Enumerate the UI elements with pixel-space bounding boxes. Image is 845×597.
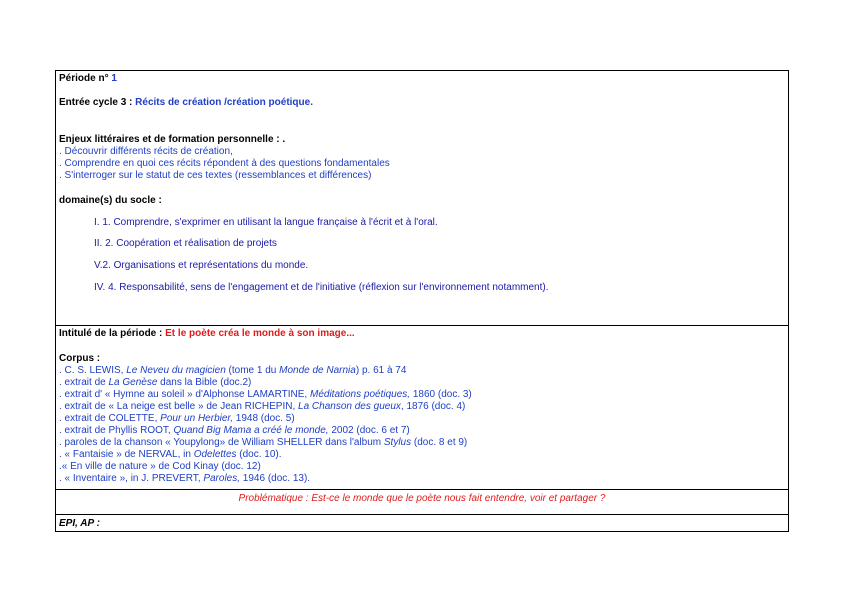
corpus-item-part: ) p. 61 à 74 xyxy=(355,365,407,376)
corpus-item-part: . « Fantaisie » de NERVAL, in xyxy=(59,449,194,460)
corpus-item-part: Le Neveu du magicien xyxy=(126,365,226,376)
corpus-item-part: La Genèse xyxy=(108,377,158,388)
epi-label: EPI, AP : xyxy=(59,518,100,529)
corpus-item xyxy=(59,413,295,425)
corpus-item-part: 1860 (doc. 3) xyxy=(410,389,472,400)
enjeux-label: Enjeux littéraires et de formation personnelle : xyxy=(59,134,280,145)
document-table xyxy=(55,70,789,532)
corpus-item-part: Stylus xyxy=(383,437,412,448)
corpus-item-part: . extrait d' « Hymne au soleil » d'Alphonse LAMARTINE, xyxy=(59,389,310,400)
corpus-item-part: dans la Bible (doc.2) xyxy=(157,377,252,388)
enjeux-suffix: . xyxy=(279,134,286,145)
corpus-item-part: (doc. 10). xyxy=(236,449,282,460)
row-divider xyxy=(56,514,788,515)
entree-value: Récits de création /création poétique. xyxy=(135,97,313,108)
corpus-item-part: . paroles de la chanson « Youpylong» de William SHELLER dans l'album xyxy=(59,437,384,448)
corpus-item xyxy=(59,425,410,437)
corpus-item-part: La Chanson des gueux xyxy=(298,401,401,412)
corpus-item-part: .« En ville de nature » de Cod Kinay (doc. 12) xyxy=(59,461,261,472)
corpus-item-part: (doc. 8 et 9) xyxy=(411,437,468,448)
corpus-item xyxy=(59,473,310,485)
periode-label: Période n° xyxy=(59,73,109,84)
corpus-item-part: Odelettes xyxy=(193,449,237,460)
corpus-item-part: Pour un Herbier, xyxy=(160,413,233,424)
corpus-item-part: . extrait de Phyllis ROOT, xyxy=(59,425,174,436)
periode-value: 1 xyxy=(111,73,117,84)
enjeux-item: . Découvrir différents récits de création, xyxy=(59,146,233,157)
row-divider xyxy=(56,489,788,490)
socle-item: II. 2. Coopération et réalisation de projets xyxy=(94,238,277,249)
corpus-item xyxy=(59,365,406,377)
intitule-value: Et le poète créa le monde à son image... xyxy=(165,328,355,339)
socle-item: I. 1. Comprendre, s'exprimer en utilisant la langue française à l'écrit et à l'oral. xyxy=(94,217,438,228)
corpus-item xyxy=(59,377,251,389)
corpus-item xyxy=(59,401,465,413)
corpus-item-part: Monde de Narnia xyxy=(279,365,356,376)
corpus-item-part: Quand Big Mama a créé le monde, xyxy=(173,425,329,436)
intitule-label: Intitulé de la période : xyxy=(59,328,163,339)
problematique-text: Problématique : Est-ce le monde que le poète nous fait entendre, voir et partager ? xyxy=(238,493,606,504)
corpus-item-part: 1948 (doc. 5) xyxy=(232,413,295,424)
entree-label: Entrée cycle 3 : xyxy=(59,97,133,108)
socle-heading: domaine(s) du socle : xyxy=(59,195,162,206)
socle-item: V.2. Organisations et représentations du monde. xyxy=(94,260,309,271)
intitule-line xyxy=(59,328,355,340)
corpus-item-part: . extrait de « La neige est belle » de Jean RICHEPIN, xyxy=(59,401,299,412)
corpus-item xyxy=(59,389,472,401)
corpus-item-part: Paroles, xyxy=(203,473,241,484)
corpus-item-part: . extrait de xyxy=(59,377,109,388)
corpus-item-part: , 1876 (doc. 4) xyxy=(400,401,466,412)
corpus-item-part: . C. S. LEWIS, xyxy=(59,365,127,376)
corpus-heading: Corpus : xyxy=(59,353,101,364)
corpus-item xyxy=(59,437,467,449)
socle-item: IV. 4. Responsabilité, sens de l'engagement et de l'initiative (réflexion sur l'environnement notamment). xyxy=(94,282,549,293)
entree-line xyxy=(59,97,313,109)
enjeux-heading xyxy=(59,134,285,146)
corpus-item-part: 2002 (doc. 6 et 7) xyxy=(328,425,410,436)
corpus-item-part: (tome 1 du xyxy=(225,365,280,376)
problematique xyxy=(56,493,788,505)
enjeux-item: . Comprendre en quoi ces récits répondent à des questions fondamentales xyxy=(59,158,390,169)
enjeux-item: . S'interroger sur le statut de ces textes (ressemblances et différences) xyxy=(59,170,372,181)
corpus-item xyxy=(59,461,261,473)
corpus-item xyxy=(59,449,282,461)
corpus-item-part: Méditations poétiques, xyxy=(309,389,411,400)
row-divider xyxy=(56,325,788,326)
epi-line xyxy=(59,518,100,530)
corpus-item-part: . « Inventaire », in J. PREVERT, xyxy=(59,473,204,484)
corpus-item-part: . extrait de COLETTE, xyxy=(59,413,161,424)
periode-line xyxy=(59,73,117,85)
corpus-item-part: 1946 (doc. 13). xyxy=(240,473,311,484)
